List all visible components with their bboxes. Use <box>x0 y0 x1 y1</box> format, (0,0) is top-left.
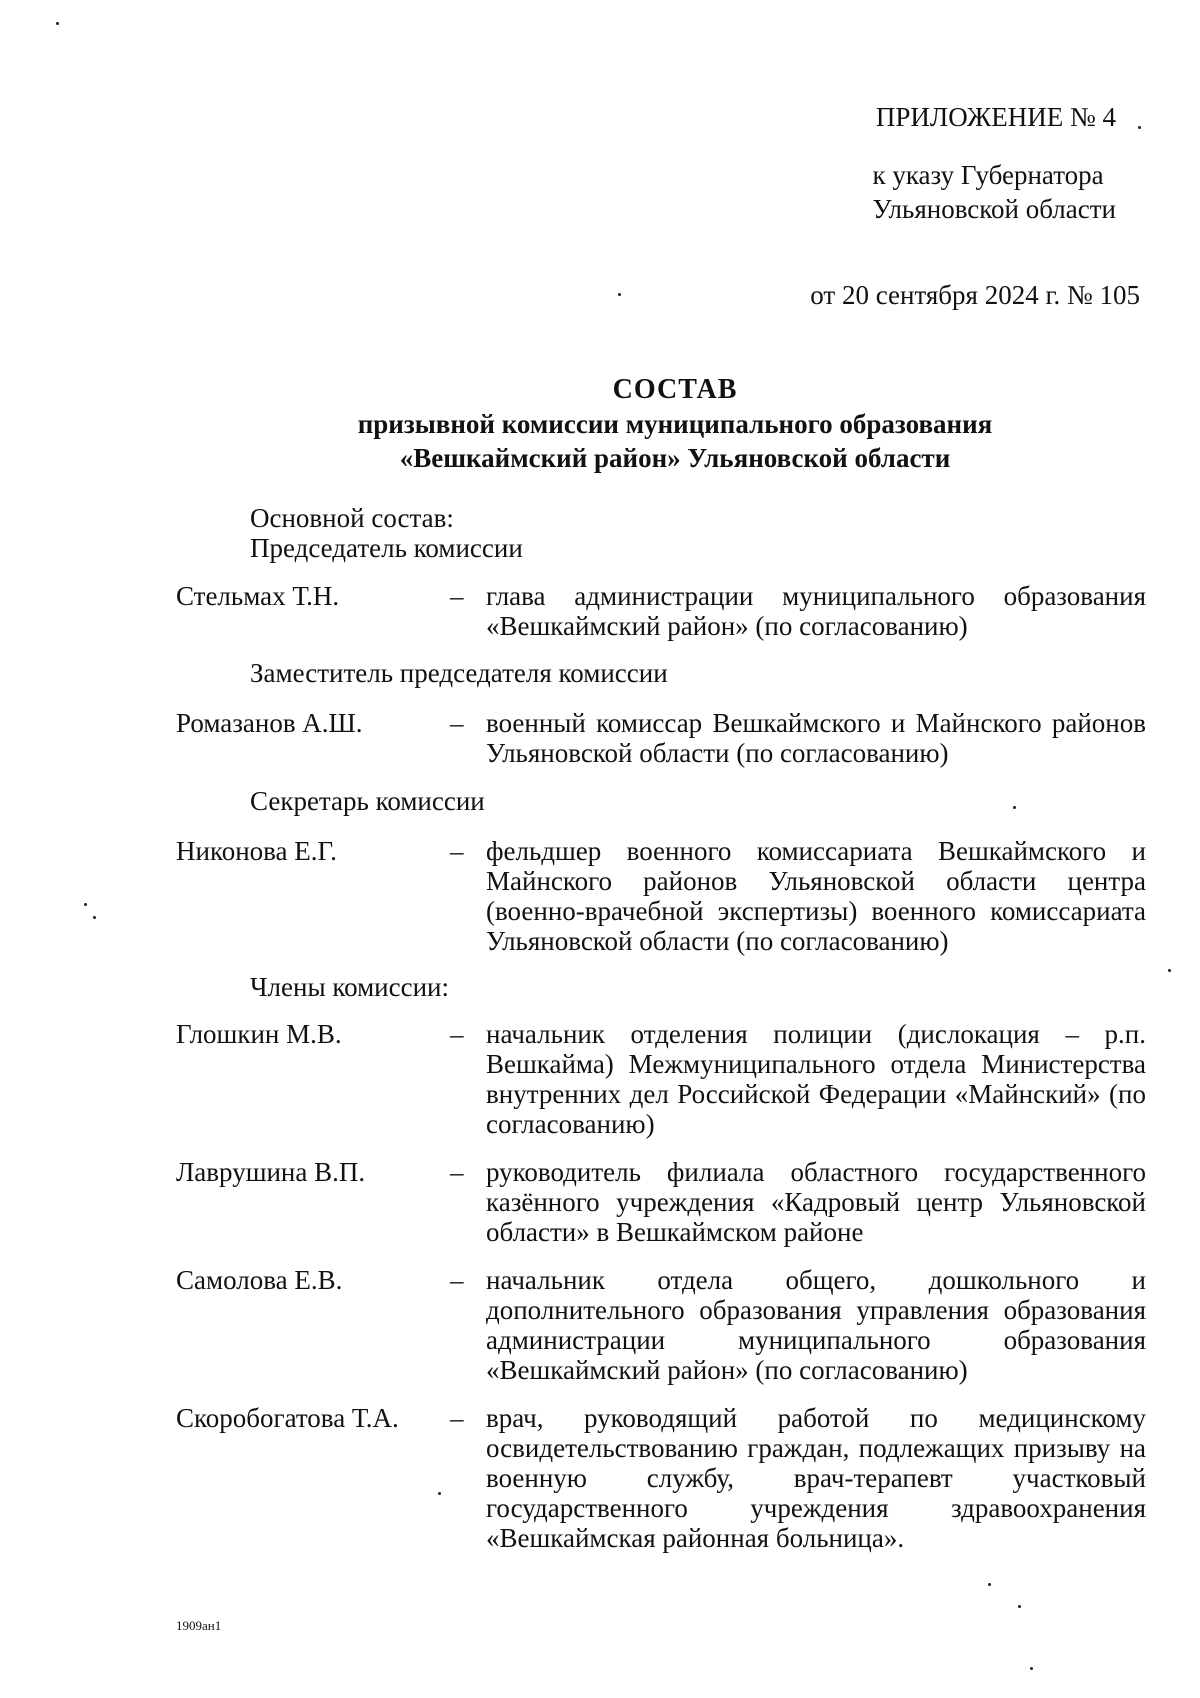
member-name: Никонова Е.Г. <box>176 836 337 866</box>
scan-speck <box>1018 1605 1021 1608</box>
section-secretary: Секретарь комиссии <box>250 786 485 816</box>
section-members: Члены комиссии: <box>250 972 449 1002</box>
member-name: Лаврушина В.П. <box>176 1157 366 1187</box>
member-role: фельдшер военного комиссариата Вешкаймского и Майнского районов Ульяновской области центра (военно-врачебной экспертизы) военного комиссариата Ульяновской области (по согласованию) <box>486 836 1146 956</box>
scan-speck <box>1168 969 1171 972</box>
document-code: 1909ан1 <box>176 1618 222 1633</box>
section-chairman: Председатель комиссии <box>250 533 523 563</box>
member-name: Стельмах Т.Н. <box>176 581 340 611</box>
scan-speck <box>988 1583 991 1586</box>
member-name: Ромазанов А.Ш. <box>176 708 363 738</box>
member-dash: – <box>450 1019 464 1049</box>
scan-speck <box>438 1492 441 1495</box>
scan-speck <box>1013 806 1016 809</box>
member-role: начальник отдела общего, дошкольного и дополнительного образования управления образования администрации муниципального образования «Вешкаймский район» (по согласованию) <box>486 1265 1146 1385</box>
document-title: СОСТАВ <box>612 374 738 405</box>
section-deputy: Заместитель председателя комиссии <box>250 658 668 688</box>
member-role: начальник отделения полиции (дислокация – р.п. Вешкайма) Межмуниципального отдела Министерства внутренних дел Российской Федерации «Майнский» (по согласованию) <box>486 1019 1146 1139</box>
member-dash: – <box>450 1403 464 1433</box>
appendix-basis-line1: к указу Губернатора <box>872 160 1104 190</box>
appendix-block <box>872 100 1116 226</box>
scan-speck <box>1030 1667 1033 1670</box>
member-dash: – <box>450 708 464 738</box>
scan-speck <box>84 903 87 906</box>
document-heading <box>0 373 1200 475</box>
member-role: руководитель филиала областного государственного казённого учреждения «Кадровый центр Ульяновской области» в Вешкаймском районе <box>486 1157 1146 1247</box>
member-role: глава администрации муниципального образования «Вешкаймский район» (по согласованию) <box>486 581 1146 641</box>
appendix-title: ПРИЛОЖЕНИЕ № 4 <box>875 102 1116 132</box>
appendix-basis-line2: Ульяновской области <box>872 194 1116 224</box>
scan-speck <box>1138 126 1141 129</box>
section-main-composition: Основной состав: <box>250 503 454 533</box>
scan-speck <box>93 916 96 919</box>
document-subtitle-line1: призывной комиссии муниципального образования <box>357 409 993 439</box>
decree-date: от 20 сентября 2024 г. № 105 <box>810 280 1140 310</box>
member-role: военный комиссар Вешкаймского и Майнского районов Ульяновской области (по согласованию) <box>486 708 1146 768</box>
member-dash: – <box>450 1157 464 1187</box>
member-dash: – <box>450 581 464 611</box>
member-dash: – <box>450 836 464 866</box>
scan-speck <box>618 293 621 296</box>
member-dash: – <box>450 1265 464 1295</box>
document-subtitle-line2: «Вешкаймский район» Ульяновской области <box>399 443 951 473</box>
appendix-basis <box>872 158 1116 226</box>
member-name: Глошкин М.В. <box>176 1019 342 1049</box>
member-name: Самолова Е.В. <box>176 1265 343 1295</box>
member-name: Скоробогатова Т.А. <box>176 1403 399 1433</box>
member-role: врач, руководящий работой по медицинскому освидетельствованию граждан, подлежащих призыву на военную службу, врач-терапевт участковый государственного учреждения здравоохранения «Вешкаймская районная больница». <box>486 1403 1146 1553</box>
scan-speck <box>56 22 59 25</box>
